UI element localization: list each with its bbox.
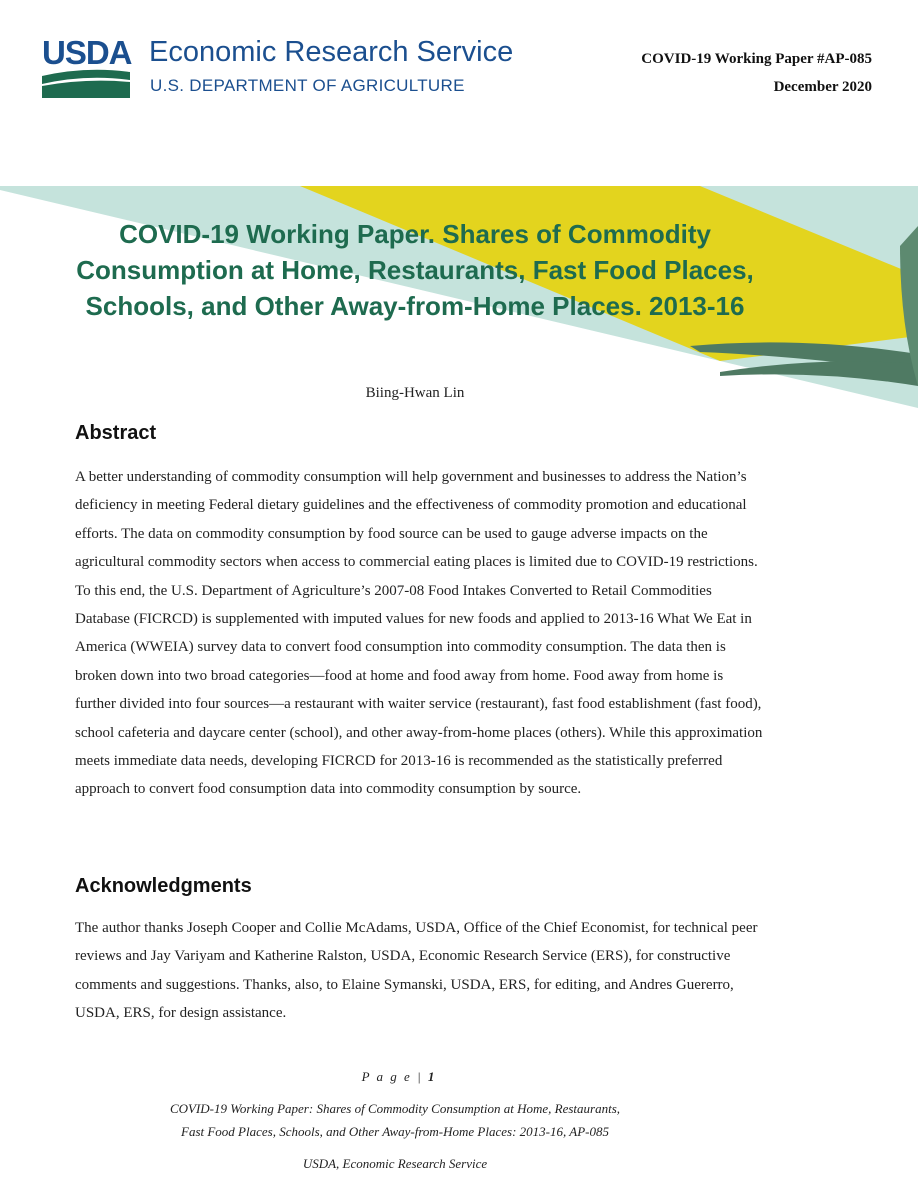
author-name: Biing-Hwan Lin — [365, 385, 465, 401]
paper-date: December 2020 — [773, 79, 872, 95]
abstract-heading: Abstract — [75, 422, 157, 444]
footer-line-1: COVID-19 Working Paper: Shares of Commodity Consumption at Home, Restaurants, — [169, 1101, 621, 1116]
usda-wordmark: USDA — [42, 34, 132, 71]
acknowledgments-heading: Acknowledgments — [75, 875, 252, 897]
page-number-value: 1 — [427, 1069, 435, 1084]
usda-logo — [42, 36, 542, 102]
footer-line-3: USDA, Economic Research Service — [302, 1156, 488, 1171]
acknowledgments-text: The author thanks Joseph Cooper and Collie McAdams, USDA, Office of the Chief Economist, for technical peer reviews and Jay Variyam and Katherine Ralston, USDA, Economic Research Service (ERS), for constructive comments and suggestions. Thanks, also, to Elaine Symanski, USDA, ERS, for editing, and Andres Guererro, USDA, ERS, for design assistance. — [75, 920, 758, 1022]
page-label: P a g e | — [361, 1069, 423, 1084]
page-number — [0, 1069, 796, 1085]
paper-id: COVID-19 Working Paper #AP-085 — [641, 51, 872, 67]
paper-title: COVID-19 Working Paper. Shares of Commodity Consumption at Home, Restaurants, Fast Food Places, Schools, and Other Away-from-Home Places. 2013-16 — [76, 219, 754, 321]
footer-line-2: Fast Food Places, Schools, and Other Away-from-Home Places: 2013-16, AP-085 — [181, 1124, 609, 1139]
agency-name: Economic Research Service — [149, 36, 514, 68]
department-name: U.S. DEPARTMENT OF AGRICULTURE — [150, 76, 465, 95]
abstract-text: A better understanding of commodity consumption will help government and businesses to address the Nation’s deficiency in meeting Federal dietary guidelines and the effectiveness of commodity promotion and educational efforts. The data on commodity consumption by food source can be used to gauge adverse impacts on the agricultural commodity sectors when access to commercial eating places is limited due to COVID-19 restrictions. To this end, the U.S. Department of Agriculture’s 2007-08 Food Intakes Converted to Retail Commodities Database (FICRCD) is supplemented with imputed values for new foods and applied to 2013-16 What We Eat in America (WWEIA) survey data to convert food consumption into commodity consumption. The data then is broken down into two broad categories—food at home and food away from home. Food away from home is further divided into four sources—a restaurant with waiter service (restaurant), fast food establishment (fast food), school cafeteria and daycare center (school), and other away-from-home places (others). While this approximation meets immediate data needs, developing FICRCD for 2013-16 is recommended as the statistically preferred approach to convert food consumption data into commodity consumption by source. — [75, 469, 763, 798]
